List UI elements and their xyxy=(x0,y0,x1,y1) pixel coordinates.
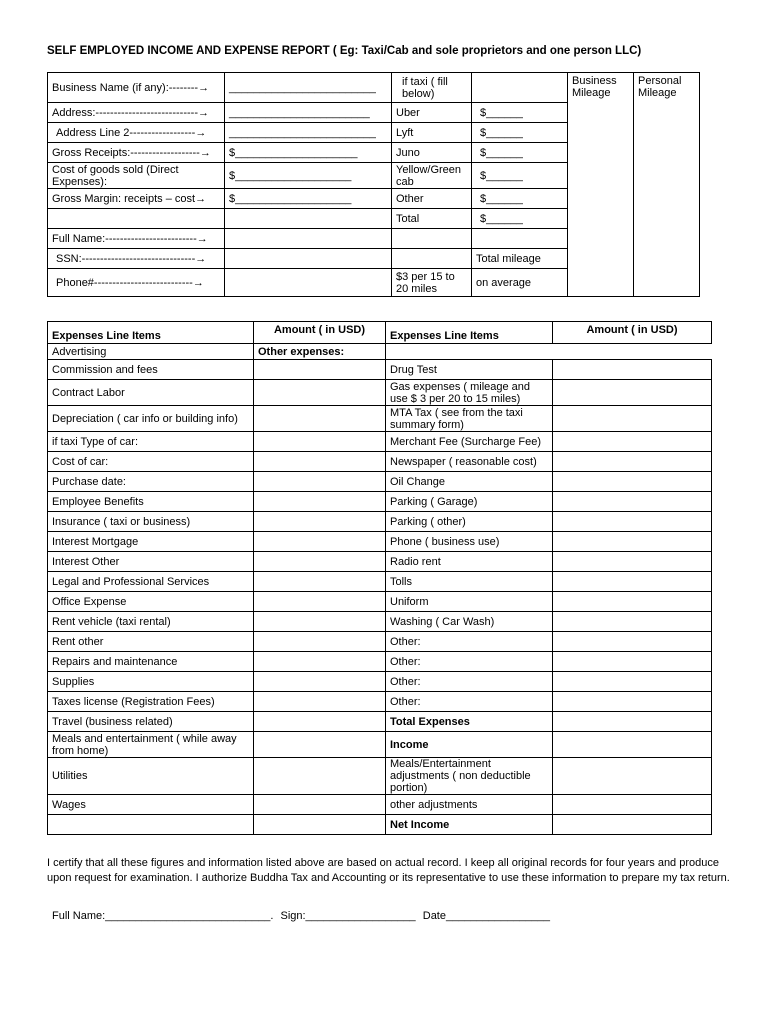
expense-left-amount[interactable] xyxy=(254,532,386,552)
expense-right-label: Washing ( Car Wash) xyxy=(386,612,553,632)
address-field[interactable]: _______________________ xyxy=(225,103,392,123)
expense-right-amount[interactable] xyxy=(553,432,712,452)
other-amount[interactable]: $______ xyxy=(472,189,568,209)
expense-right-label: Radio rent xyxy=(386,552,553,572)
business-info-table xyxy=(47,72,700,297)
expenses-table xyxy=(47,321,712,835)
expense-right-amount[interactable] xyxy=(553,452,712,472)
rate-label: $3 per 15 to 20 miles xyxy=(392,269,472,297)
expense-left-label: Rent vehicle (taxi rental) xyxy=(48,612,254,632)
if-taxi-label: if taxi ( fill below) xyxy=(392,73,472,103)
expense-left-label: if taxi Type of car: xyxy=(48,432,254,452)
expense-left-label: Meals and entertainment ( while away from home) xyxy=(48,732,254,758)
expense-left-label: Rent other xyxy=(48,632,254,652)
signature-date[interactable]: Date_________________ xyxy=(422,910,550,922)
gross-receipts-label: Gross Receipts:-------------------→ xyxy=(48,143,225,163)
expense-left-amount[interactable] xyxy=(254,758,386,795)
business-mileage-column[interactable]: Business Mileage xyxy=(568,73,634,297)
total-label: Total xyxy=(392,209,472,229)
expense-left-label: Interest Mortgage xyxy=(48,532,254,552)
expense-right-label: Uniform xyxy=(386,592,553,612)
expense-left-amount[interactable] xyxy=(254,492,386,512)
business-name-label: Business Name (if any):--------→ xyxy=(48,73,225,103)
expense-left-amount[interactable] xyxy=(254,592,386,612)
other-label: Other xyxy=(392,189,472,209)
expense-right-label: Income xyxy=(386,732,553,758)
expense-right-label: MTA Tax ( see from the taxi summary form) xyxy=(386,406,553,432)
gross-receipts-field[interactable]: $____________________ xyxy=(225,143,392,163)
gross-margin-label: Gross Margin: receipts – cost→ xyxy=(48,189,225,209)
expense-right-label: Merchant Fee (Surcharge Fee) xyxy=(386,432,553,452)
expense-left-label: Employee Benefits xyxy=(48,492,254,512)
expense-right-amount[interactable] xyxy=(553,592,712,612)
expense-right-amount[interactable] xyxy=(553,815,712,835)
expense-left-amount[interactable] xyxy=(254,612,386,632)
expense-left-label xyxy=(48,815,254,835)
expense-left-amount[interactable] xyxy=(254,380,386,406)
expense-left-label: Legal and Professional Services xyxy=(48,572,254,592)
expense-right-label: Other: xyxy=(386,692,553,712)
expense-left-label: Depreciation ( car info or building info) xyxy=(48,406,254,432)
expense-left-label: Repairs and maintenance xyxy=(48,652,254,672)
business-name-field[interactable]: ________________________ xyxy=(225,73,392,103)
full-name-field[interactable] xyxy=(225,229,392,249)
expense-left-amount[interactable] xyxy=(254,732,386,758)
expense-right-amount[interactable] xyxy=(553,492,712,512)
certification-text: I certify that all these figures and information listed above are based on actual record. I keep all original records for four years and produce upon request for examination. I authorize Buddha Tax and Accounting or its representative to use these information to prepare my tax return. xyxy=(47,857,730,884)
expense-right-label: Newspaper ( reasonable cost) xyxy=(386,452,553,472)
expense-left-label: Interest Other xyxy=(48,552,254,572)
cogs-label: Cost of goods sold (Direct Expenses): xyxy=(48,163,225,189)
expense-left-amount[interactable] xyxy=(254,795,386,815)
expense-right-amount[interactable] xyxy=(553,572,712,592)
ssn-field[interactable] xyxy=(225,249,392,269)
expense-right-amount[interactable] xyxy=(553,472,712,492)
expense-right-label: Other: xyxy=(386,632,553,652)
expense-right-label: Other: xyxy=(386,672,553,692)
total-mileage-label: Total mileage xyxy=(472,249,568,269)
phone-label: Phone#---------------------------→ xyxy=(48,269,225,297)
juno-amount[interactable]: $______ xyxy=(472,143,568,163)
expense-left-label: Purchase date: xyxy=(48,472,254,492)
total-amount[interactable]: $______ xyxy=(472,209,568,229)
expenses-header-right: Expenses Line Items xyxy=(386,322,553,344)
expenses-header-left: Expenses Line Items xyxy=(48,322,254,344)
expense-left-amount[interactable] xyxy=(254,406,386,432)
expense-left-label: Cost of car: xyxy=(48,452,254,472)
expense-right-amount[interactable] xyxy=(553,758,712,795)
expense-right-amount[interactable] xyxy=(553,406,712,432)
expense-right-label: Oil Change xyxy=(386,472,553,492)
expense-left-label: Wages xyxy=(48,795,254,815)
yellow-green-amount[interactable]: $______ xyxy=(472,163,568,189)
expense-left-amount[interactable] xyxy=(254,472,386,492)
expense-right-amount[interactable] xyxy=(553,652,712,672)
expense-left-label: Taxes license (Registration Fees) xyxy=(48,692,254,712)
lyft-amount[interactable]: $______ xyxy=(472,123,568,143)
yellow-green-label: Yellow/Green cab xyxy=(392,163,472,189)
expense-left-amount[interactable] xyxy=(254,652,386,672)
expense-right-amount[interactable] xyxy=(553,380,712,406)
expense-left-amount[interactable] xyxy=(254,632,386,652)
expense-right-amount[interactable] xyxy=(553,360,712,380)
full-name-label: Full Name:-------------------------→ xyxy=(48,229,225,249)
expense-right-label: Meals/Entertainment adjustments ( non deductible portion) xyxy=(386,758,553,795)
gross-margin-field[interactable]: $___________________ xyxy=(225,189,392,209)
signature-full-name[interactable]: Full Name:___________________________. xyxy=(52,910,274,922)
expense-right-label: Tolls xyxy=(386,572,553,592)
on-average-label: on average xyxy=(472,269,568,297)
expense-right-label: Parking ( Garage) xyxy=(386,492,553,512)
expense-left-amount[interactable] xyxy=(254,672,386,692)
blank-cell xyxy=(392,249,472,269)
expense-left-label: Utilities xyxy=(48,758,254,795)
expense-left-amount[interactable] xyxy=(254,512,386,532)
form-title: SELF EMPLOYED INCOME AND EXPENSE REPORT ( Eg: Taxi/Cab and sole proprietors and one person LLC) xyxy=(47,45,642,57)
expense-right-amount[interactable] xyxy=(553,672,712,692)
amount-header-left: Amount ( in USD) xyxy=(254,322,386,344)
expense-left-amount[interactable] xyxy=(254,815,386,835)
expense-left-label: Insurance ( taxi or business) xyxy=(48,512,254,532)
blank-cell xyxy=(472,229,568,249)
expense-right-label: other adjustments xyxy=(386,795,553,815)
address-label: Address:----------------------------→ xyxy=(48,103,225,123)
expense-left-amount[interactable] xyxy=(254,432,386,452)
phone-field[interactable] xyxy=(225,269,392,297)
blank-cell xyxy=(225,209,392,229)
lyft-label: Lyft xyxy=(392,123,472,143)
expense-left-amount[interactable] xyxy=(254,572,386,592)
if-taxi-blank xyxy=(472,73,568,103)
expense-right-amount[interactable] xyxy=(553,632,712,652)
expense-right-amount[interactable] xyxy=(553,712,712,732)
cogs-field[interactable]: $___________________ xyxy=(225,163,392,189)
expense-right-label: Other expenses: xyxy=(254,344,386,360)
expense-right-amount[interactable] xyxy=(553,732,712,758)
expense-left-label: Supplies xyxy=(48,672,254,692)
expense-left-label: Commission and fees xyxy=(48,360,254,380)
expense-right-label: Parking ( other) xyxy=(386,512,553,532)
expense-right-label: Other: xyxy=(386,652,553,672)
signature-line xyxy=(52,910,554,922)
expense-left-label: Office Expense xyxy=(48,592,254,612)
address-line2-label: Address Line 2------------------→ xyxy=(48,123,225,143)
address-line2-field[interactable]: ________________________ xyxy=(225,123,392,143)
expense-right-amount[interactable] xyxy=(553,532,712,552)
expense-right-label: Total Expenses xyxy=(386,712,553,732)
amount-header-right: Amount ( in USD) xyxy=(553,322,712,344)
expense-left-amount[interactable] xyxy=(254,712,386,732)
expense-right-label: Gas expenses ( mileage and use $ 3 per 20 to 15 miles) xyxy=(386,380,553,406)
expense-left-label: Travel (business related) xyxy=(48,712,254,732)
uber-amount[interactable]: $______ xyxy=(472,103,568,123)
uber-label: Uber xyxy=(392,103,472,123)
expense-right-amount[interactable] xyxy=(553,612,712,632)
expense-left-amount[interactable] xyxy=(254,452,386,472)
expense-left-label: Advertising xyxy=(48,344,254,360)
expense-right-label: Phone ( business use) xyxy=(386,532,553,552)
expense-right-amount[interactable] xyxy=(553,512,712,532)
personal-mileage-column[interactable]: Personal Mileage xyxy=(634,73,700,297)
blank-cell xyxy=(48,209,225,229)
expense-right-amount[interactable] xyxy=(553,795,712,815)
expense-right-label: Net Income xyxy=(386,815,553,835)
expense-left-amount[interactable] xyxy=(254,360,386,380)
expense-right-label: Drug Test xyxy=(386,360,553,380)
expense-left-label: Contract Labor xyxy=(48,380,254,406)
expense-right-amount[interactable] xyxy=(553,552,712,572)
signature-sign[interactable]: Sign:__________________ xyxy=(280,910,416,922)
juno-label: Juno xyxy=(392,143,472,163)
expense-left-amount[interactable] xyxy=(254,552,386,572)
expense-left-amount[interactable] xyxy=(254,692,386,712)
ssn-label: SSN:-------------------------------→ xyxy=(48,249,225,269)
expense-right-amount[interactable] xyxy=(553,692,712,712)
blank-cell xyxy=(392,229,472,249)
